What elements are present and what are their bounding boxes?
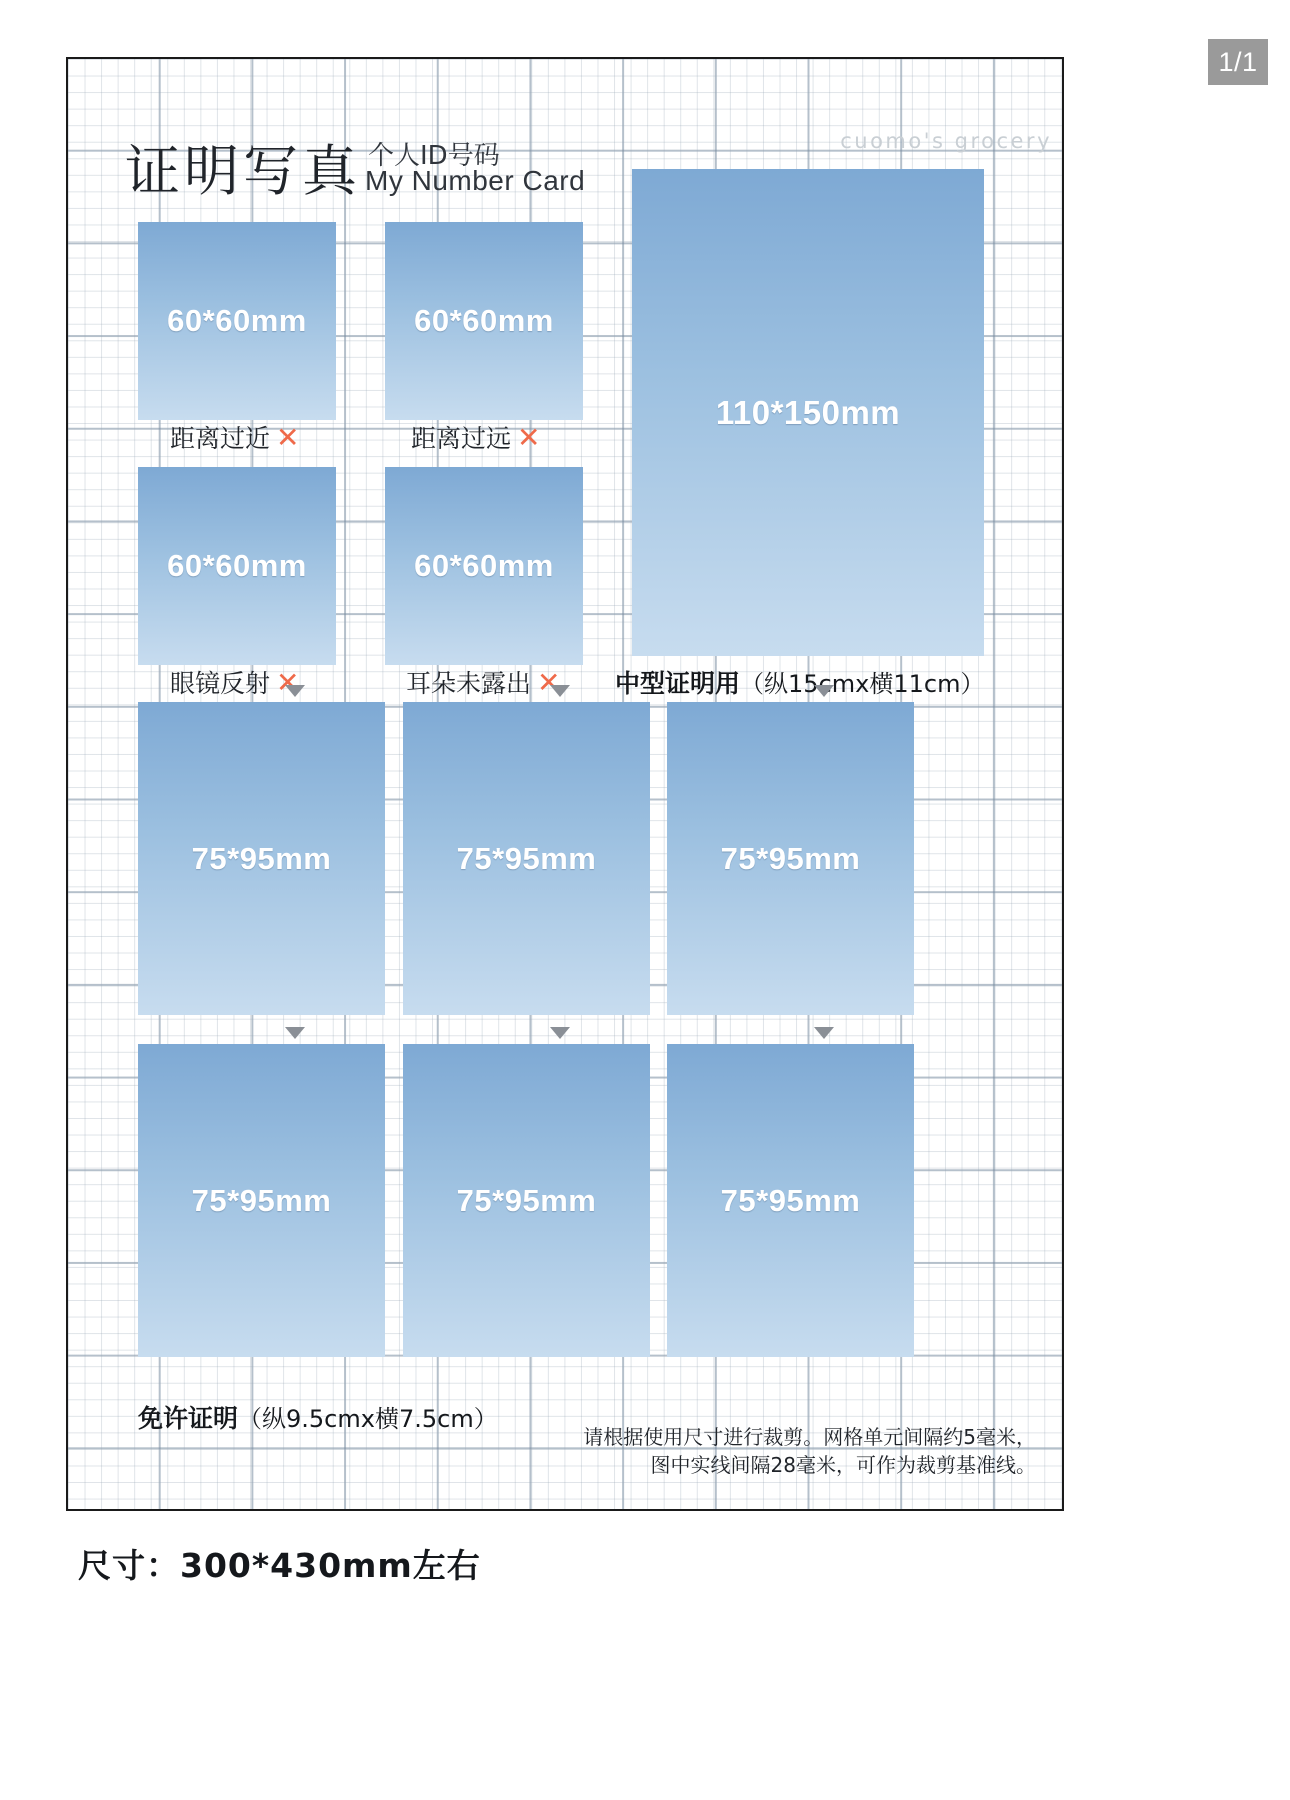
caption-text: 耳朵未露出	[406, 669, 532, 698]
photo-size-label: 60*60mm	[414, 303, 554, 338]
photo-size-label: 75*95mm	[456, 1182, 597, 1218]
label-license-id-dim: （纵9.5cmx横7.5cm）	[238, 1405, 498, 1433]
photo-size-label: 75*95mm	[720, 840, 861, 876]
cut-marker-triangle	[550, 1027, 570, 1039]
page-title: 证明写真	[125, 139, 362, 203]
photo-size-label: 60*60mm	[167, 548, 307, 583]
caption-too-close	[170, 419, 299, 455]
cut-marker-triangle	[814, 685, 834, 697]
photo-cell-60x60-3	[138, 467, 336, 665]
cutting-instructions-line1: 请根据使用尺寸进行裁剪。网格单元间隔约5毫米，	[583, 1425, 1036, 1449]
photo-cell-60x60-1	[138, 222, 336, 420]
label-medium-id-dim: （纵15cmx横11cm）	[740, 670, 985, 698]
caption-text: 距离过远	[411, 424, 512, 453]
photo-size-label: 60*60mm	[414, 548, 554, 583]
photo-cell-75x95-3	[667, 702, 914, 1015]
photo-size-label: 75*95mm	[191, 1182, 332, 1218]
page-subtitle-en: My Number Card	[365, 165, 586, 196]
photo-size-label: 60*60mm	[167, 303, 307, 338]
photo-cell-75x95-5	[403, 1044, 650, 1357]
photo-cell-75x95-1	[138, 702, 385, 1015]
cutting-instructions-line2: 图中实线间隔28毫米，可作为裁剪基准线。	[650, 1453, 1036, 1477]
photo-cell-110x150	[632, 169, 984, 656]
caption-text: 距离过近	[170, 424, 271, 453]
watermark-text: cuomo's grocery	[840, 129, 1052, 153]
cross-icon: ✕	[537, 666, 561, 699]
caption-glasses-reflection	[170, 664, 299, 700]
photo-cell-75x95-6	[667, 1044, 914, 1357]
photo-size-label: 75*95mm	[720, 1182, 861, 1218]
label-license-id-text: 免许证明	[138, 1404, 239, 1433]
page-subtitle-zh: 个人ID号码	[368, 141, 500, 171]
photo-size-label: 75*95mm	[456, 840, 597, 876]
photo-size-label: 75*95mm	[191, 840, 332, 876]
photo-sheet-page	[66, 57, 1064, 1511]
label-license-id	[138, 1399, 498, 1435]
caption-text: 眼镜反射	[170, 669, 271, 698]
cross-icon: ✕	[276, 666, 300, 699]
photo-size-label: 110*150mm	[715, 393, 901, 431]
photo-cell-75x95-4	[138, 1044, 385, 1357]
sheet-size-note: 尺寸：300*430mm左右	[78, 1546, 481, 1585]
page-indicator-badge: 1/1	[1208, 39, 1268, 85]
cut-marker-triangle	[285, 685, 305, 697]
cross-icon: ✕	[276, 421, 300, 454]
label-medium-id	[615, 664, 984, 700]
photo-cell-75x95-2	[403, 702, 650, 1015]
cut-marker-triangle	[285, 1027, 305, 1039]
caption-ears-hidden	[406, 664, 560, 700]
caption-too-far	[411, 419, 540, 455]
cross-icon: ✕	[517, 421, 541, 454]
label-medium-id-text: 中型证明用	[615, 669, 741, 698]
photo-cell-60x60-4	[385, 467, 583, 665]
cutting-instructions	[583, 1423, 1036, 1479]
cut-marker-triangle	[814, 1027, 834, 1039]
photo-cell-60x60-2	[385, 222, 583, 420]
cut-marker-triangle	[550, 685, 570, 697]
